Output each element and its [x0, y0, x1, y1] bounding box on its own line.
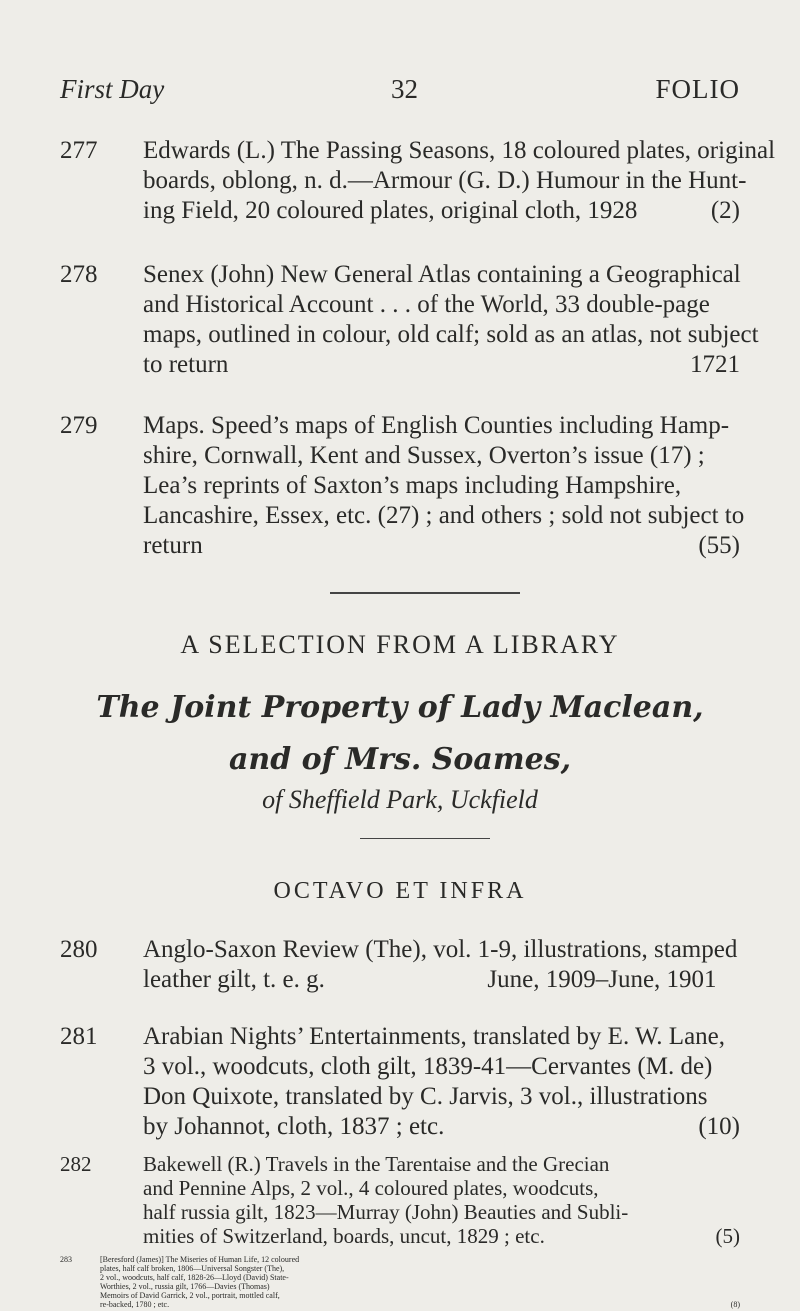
- lot-line-last: [100, 1300, 740, 1309]
- lot-number: 278: [60, 261, 98, 288]
- lot-line-last: [143, 531, 740, 561]
- lot-line-text: mities of Switzerland, boards, uncut, 1829 ; etc.: [143, 1224, 545, 1248]
- short-rule: [360, 838, 490, 839]
- lot-line-text: return: [143, 532, 203, 559]
- lot-number: 282: [60, 1152, 92, 1176]
- lot-entry: [60, 260, 759, 380]
- lot-line: [Beresford (James)] The Miseries of Human Life, 12 coloured: [100, 1255, 300, 1264]
- lot-entry: [60, 935, 740, 995]
- lot-entry: [60, 411, 745, 561]
- lot-line: plates, half calf broken, 1806—Universal Songster (The),: [100, 1264, 285, 1273]
- lot-line: and Pennine Alps, 2 vol., 4 coloured plates, woodcuts,: [143, 1176, 599, 1200]
- lot-line-last: [143, 1224, 740, 1248]
- lot-line: shire, Cornwall, Kent and Sussex, Overton’s issue (17) ;: [143, 442, 705, 469]
- owner-line-2: and of Mrs. Soames,: [228, 742, 572, 777]
- owner-place: of Sheffield Park, Uckfield: [262, 785, 538, 814]
- lot-line-text: re-backed, 1780 ; etc.: [100, 1300, 170, 1309]
- lot-number: 283: [60, 1255, 72, 1264]
- lot-line: Worthies, 2 vol., russia gilt, 1766—Davies (Thomas): [100, 1282, 270, 1291]
- lot-entry: [60, 1152, 740, 1248]
- lot-line: Lea’s reprints of Saxton’s maps including Hampshire,: [143, 472, 682, 499]
- lot-line: Bakewell (R.) Travels in the Tarentaise and the Grecian: [143, 1152, 610, 1176]
- lot-line: Memoirs of David Garrick, 2 vol., portrait, mottled calf,: [100, 1291, 280, 1300]
- lot-line: maps, outlined in colour, old calf; sold as an atlas, not subject: [143, 321, 759, 348]
- lot-price: (8): [730, 1300, 740, 1309]
- lot-line: Lancashire, Essex, etc. (27) ; and others ; sold not subject to: [143, 502, 745, 529]
- lot-line: and Historical Account . . . of the World, 33 double-page: [143, 291, 710, 318]
- lot-line: 3 vol., woodcuts, cloth gilt, 1839-41—Cervantes (M. de): [143, 1053, 713, 1080]
- lot-line: Anglo-Saxon Review (The), vol. 1-9, illustrations, stamped: [143, 936, 738, 963]
- owner-line-1: The Joint Property of Lady Maclean,: [96, 690, 704, 725]
- lot-line: Edwards (L.) The Passing Seasons, 18 coloured plates, original: [143, 137, 776, 164]
- lot-line-last: [143, 350, 740, 380]
- lot-price: (5): [715, 1224, 740, 1248]
- lot-line-last: [143, 1112, 740, 1142]
- lot-line-text: ing Field, 20 coloured plates, original cloth, 1928: [143, 197, 638, 224]
- lot-number: 277: [60, 137, 98, 164]
- lot-line: leather gilt, t. e. g. June, 1909–June, 1901: [143, 966, 717, 993]
- page-number: 32: [391, 74, 418, 104]
- lot-line: boards, oblong, n. d.—Armour (G. D.) Humour in the Hunt-: [143, 167, 747, 194]
- lot-line: 2 vol., woodcuts, half calf, 1828-26—Lloyd (David) State-: [100, 1273, 289, 1282]
- lot-price: (10): [698, 1113, 740, 1140]
- lot-number: 281: [60, 1023, 98, 1050]
- lot-line: Don Quixote, translated by C. Jarvis, 3 vol., illustrations: [143, 1083, 708, 1110]
- selection-title: A SELECTION FROM A LIBRARY: [180, 630, 620, 659]
- lot-line: Senex (John) New General Atlas containing a Geographical: [143, 261, 741, 288]
- section-rule: [330, 592, 520, 594]
- lot-number: 280: [60, 936, 98, 963]
- lot-price: (2): [710, 197, 740, 224]
- lot-entry: [60, 1255, 740, 1309]
- running-head: [60, 74, 740, 110]
- subsection-title: OCTAVO ET INFRA: [273, 878, 527, 904]
- lot-entry: [60, 136, 776, 226]
- lot-line-text: by Johannot, cloth, 1837 ; etc.: [143, 1113, 445, 1140]
- lot-number: 279: [60, 412, 98, 439]
- lot-line-last: [143, 196, 740, 226]
- section-name: First Day: [60, 74, 165, 104]
- lot-line: Arabian Nights’ Entertainments, translated by E. W. Lane,: [143, 1023, 726, 1050]
- lot-line: Maps. Speed’s maps of English Counties including Hamp-: [143, 412, 730, 439]
- format-label: FOLIO: [655, 74, 740, 104]
- lot-price: 1721: [690, 351, 740, 378]
- lot-line-text: to return: [143, 351, 229, 378]
- lot-price: (55): [698, 532, 740, 559]
- lot-entry: [60, 1022, 740, 1142]
- lot-line: half russia gilt, 1823—Murray (John) Beauties and Subli-: [143, 1200, 629, 1224]
